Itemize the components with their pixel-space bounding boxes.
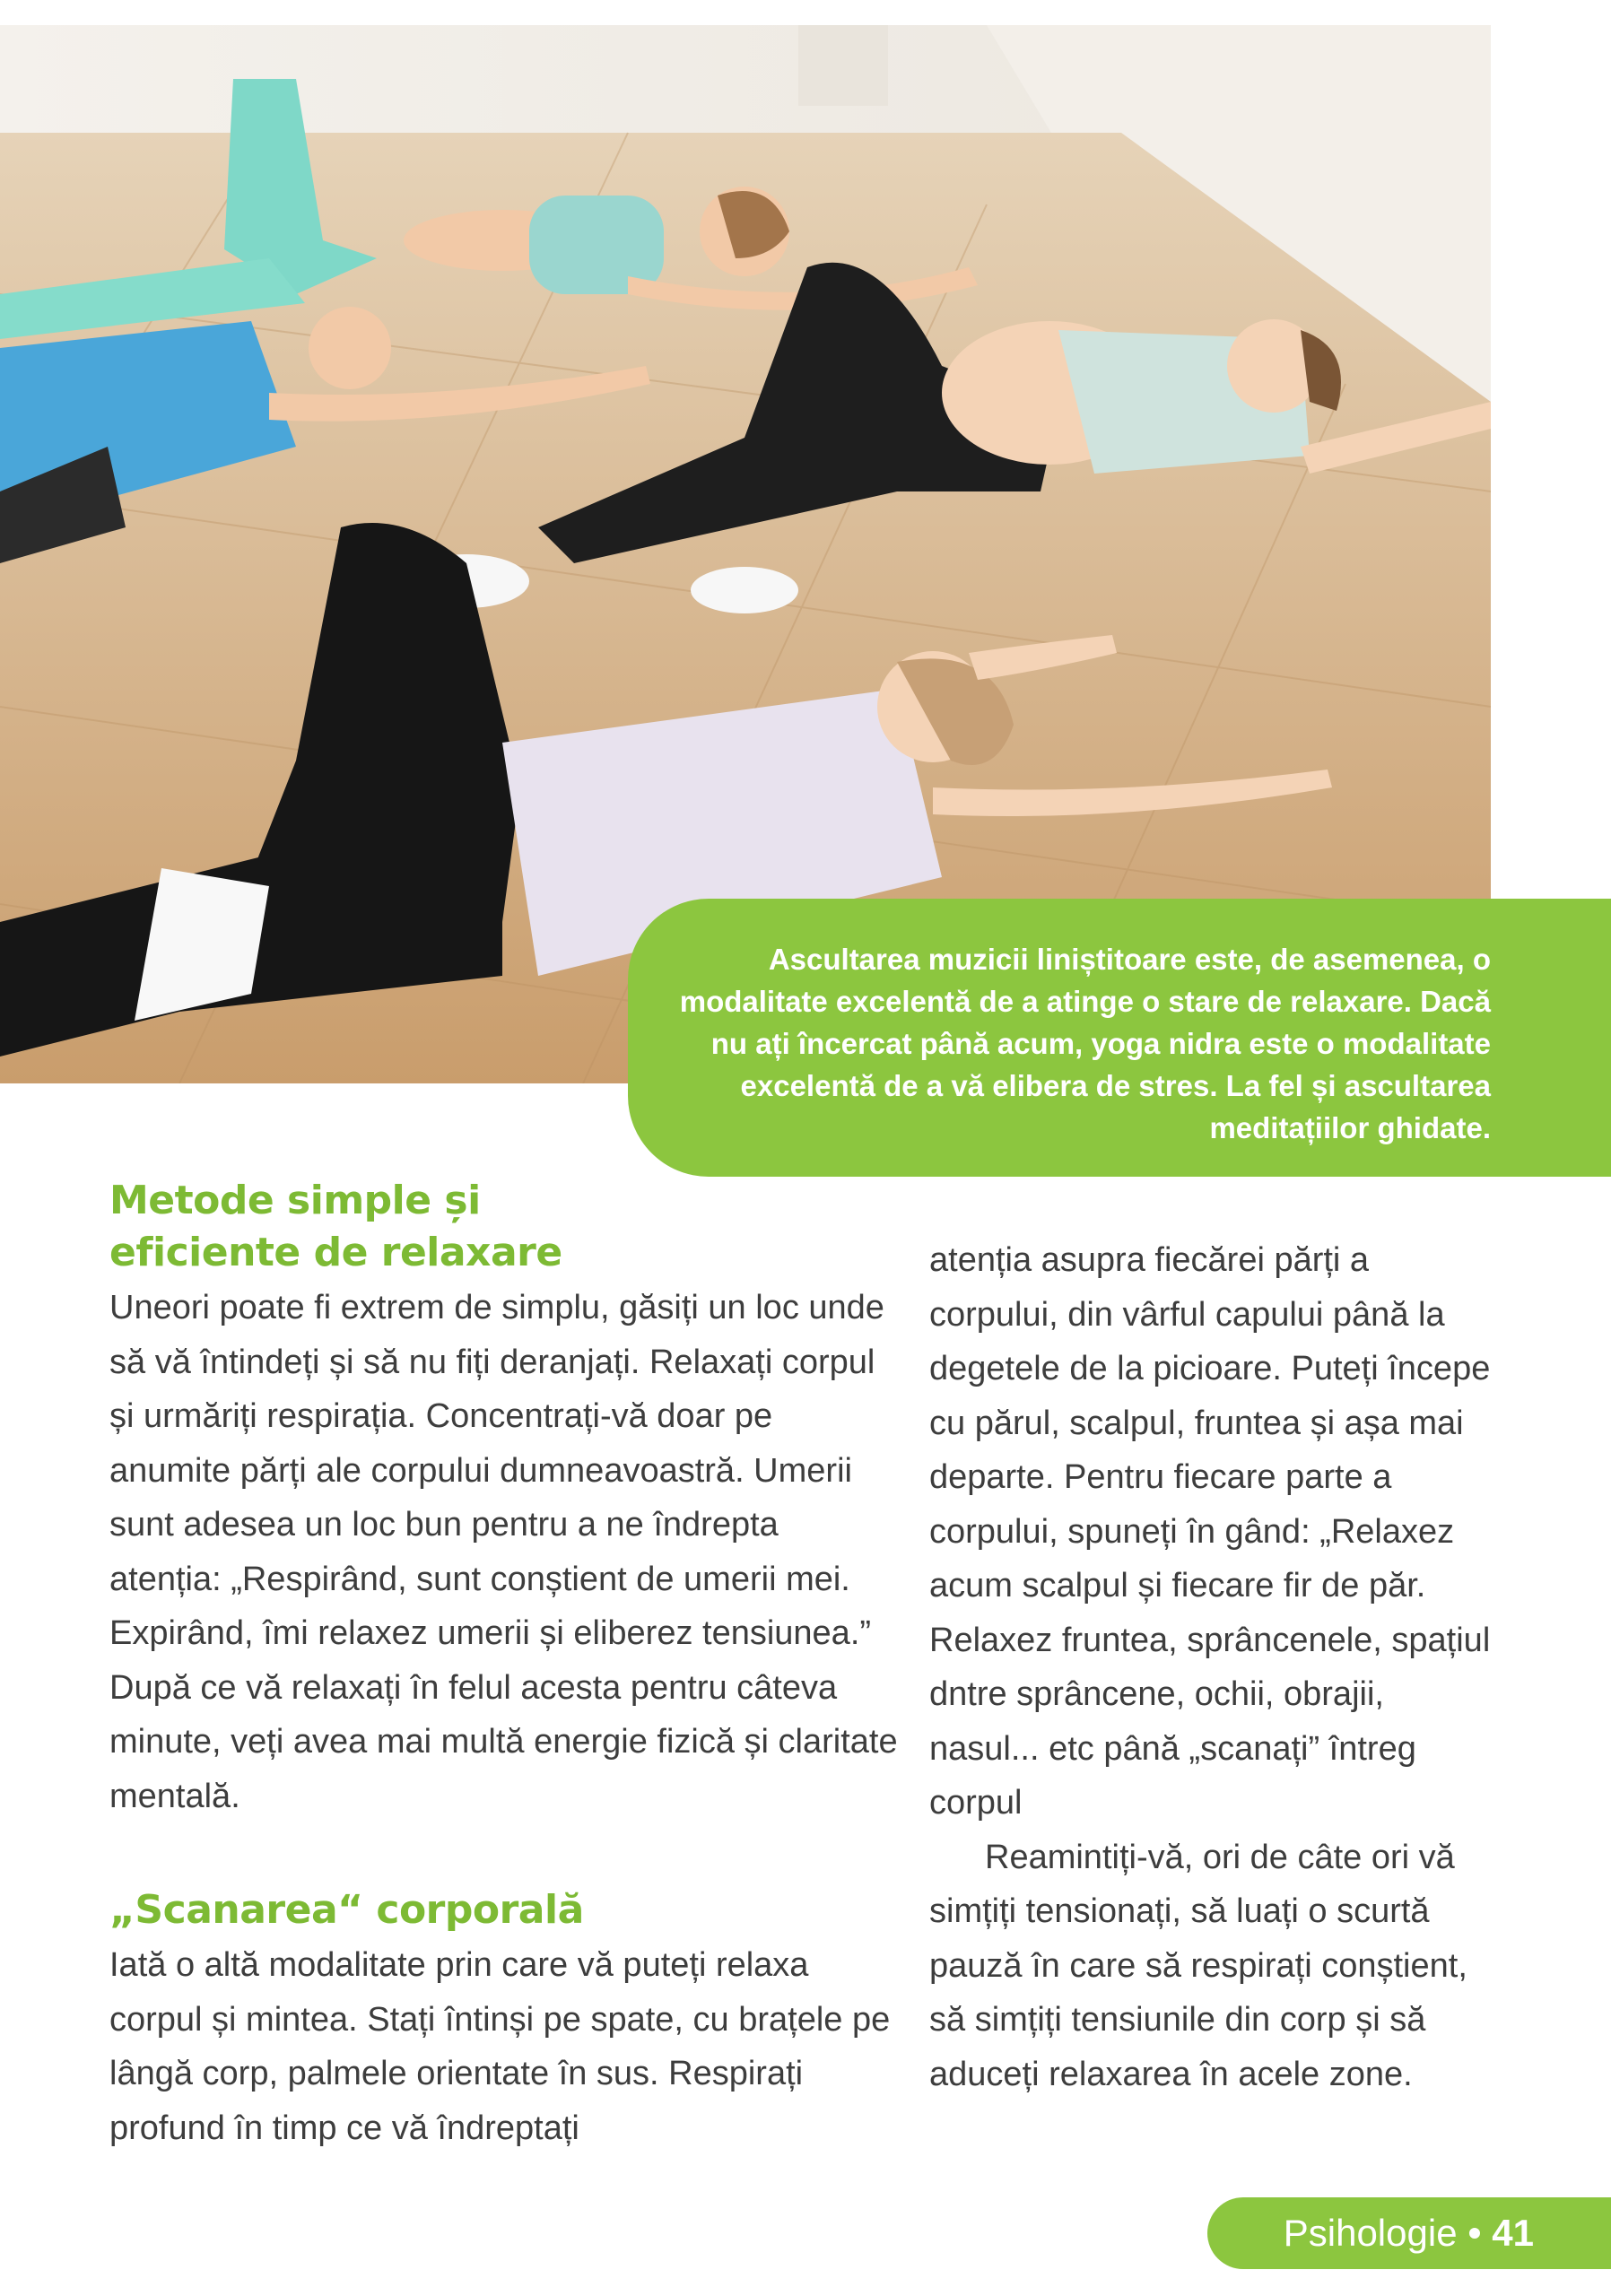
right-column <box>929 1233 1503 2101</box>
section2-paragraph-left: Iată o altă modalitate prin care vă puteți relaxa corpul și mintea. Stați întinși pe spate, cu brațele pe lângă corp, palmele orientate în sus. Respirați profund în timp ce vă îndreptați <box>109 1946 891 2147</box>
footer-section-name: Psihologie <box>1283 2212 1458 2254</box>
section1-heading-line1: Metode simple și <box>109 1178 481 1223</box>
section2-paragraph-right2: Reamintiți-vă, ori de câte ori vă simțiți tensionați, să luați o scurtă pauză în care să respirați conștient, să simțiți tensiunile din corp și să aduceți relaxarea în acele zone. <box>929 1838 1467 2093</box>
section2-heading: „Scanarea“ corporală <box>109 1887 584 1933</box>
caption-text: Ascultarea muzicii liniștitoare este, de asemenea, o modalitate excelentă de a atinge o stare de relaxare. Dacă nu ați încercat până acum, yoga nidra este o modalitate excelentă de a vă elibera de stres. La fel și ascultarea meditațiilor ghidate. <box>679 943 1491 1144</box>
footer-separator: • <box>1467 2212 1482 2254</box>
section1-heading <box>109 1175 899 1279</box>
photo-caption <box>628 899 1611 1177</box>
section1-paragraph: Uneori poate fi extrem de simplu, găsiți un loc unde să vă întindeți și să nu fiți deranjați. Relaxați corpul și urmăriți respirația. Concentrați-vă doar pe anumite părți ale corpului dumneavoastră. Umerii sunt adesea un loc bun pentru a ne îndrepta atenția: „Respirând, sunt conștient de umerii mei. Expirând, îmi relaxez umerii și eliberez tensiunea.” După ce vă relaxați în felul acesta pentru câteva minute, veți avea mai multă energie fizică și claritate mentală. <box>109 1289 898 1815</box>
section2-paragraph-right: atenția asupra fiecărei părți a corpului, din vârful capului până la degetele de la picioare. Puteți începe cu părul, scalpul, fruntea și așa mai departe. Pentru fiecare parte a corpului, spuneți în gând: „Relaxez acum scalpul și fiecare fir de păr. Relaxez fruntea, sprâncenele, spațiul dntre sprâncene, ochii, obrajii, nasul... etc până „scanați” întreg corpul <box>929 1241 1491 1822</box>
section1-heading-line2: eficiente de relaxare <box>109 1230 562 1275</box>
left-column <box>109 1175 899 2155</box>
page-number: 41 <box>1492 2212 1534 2254</box>
page-footer-tab <box>1207 2197 1611 2269</box>
